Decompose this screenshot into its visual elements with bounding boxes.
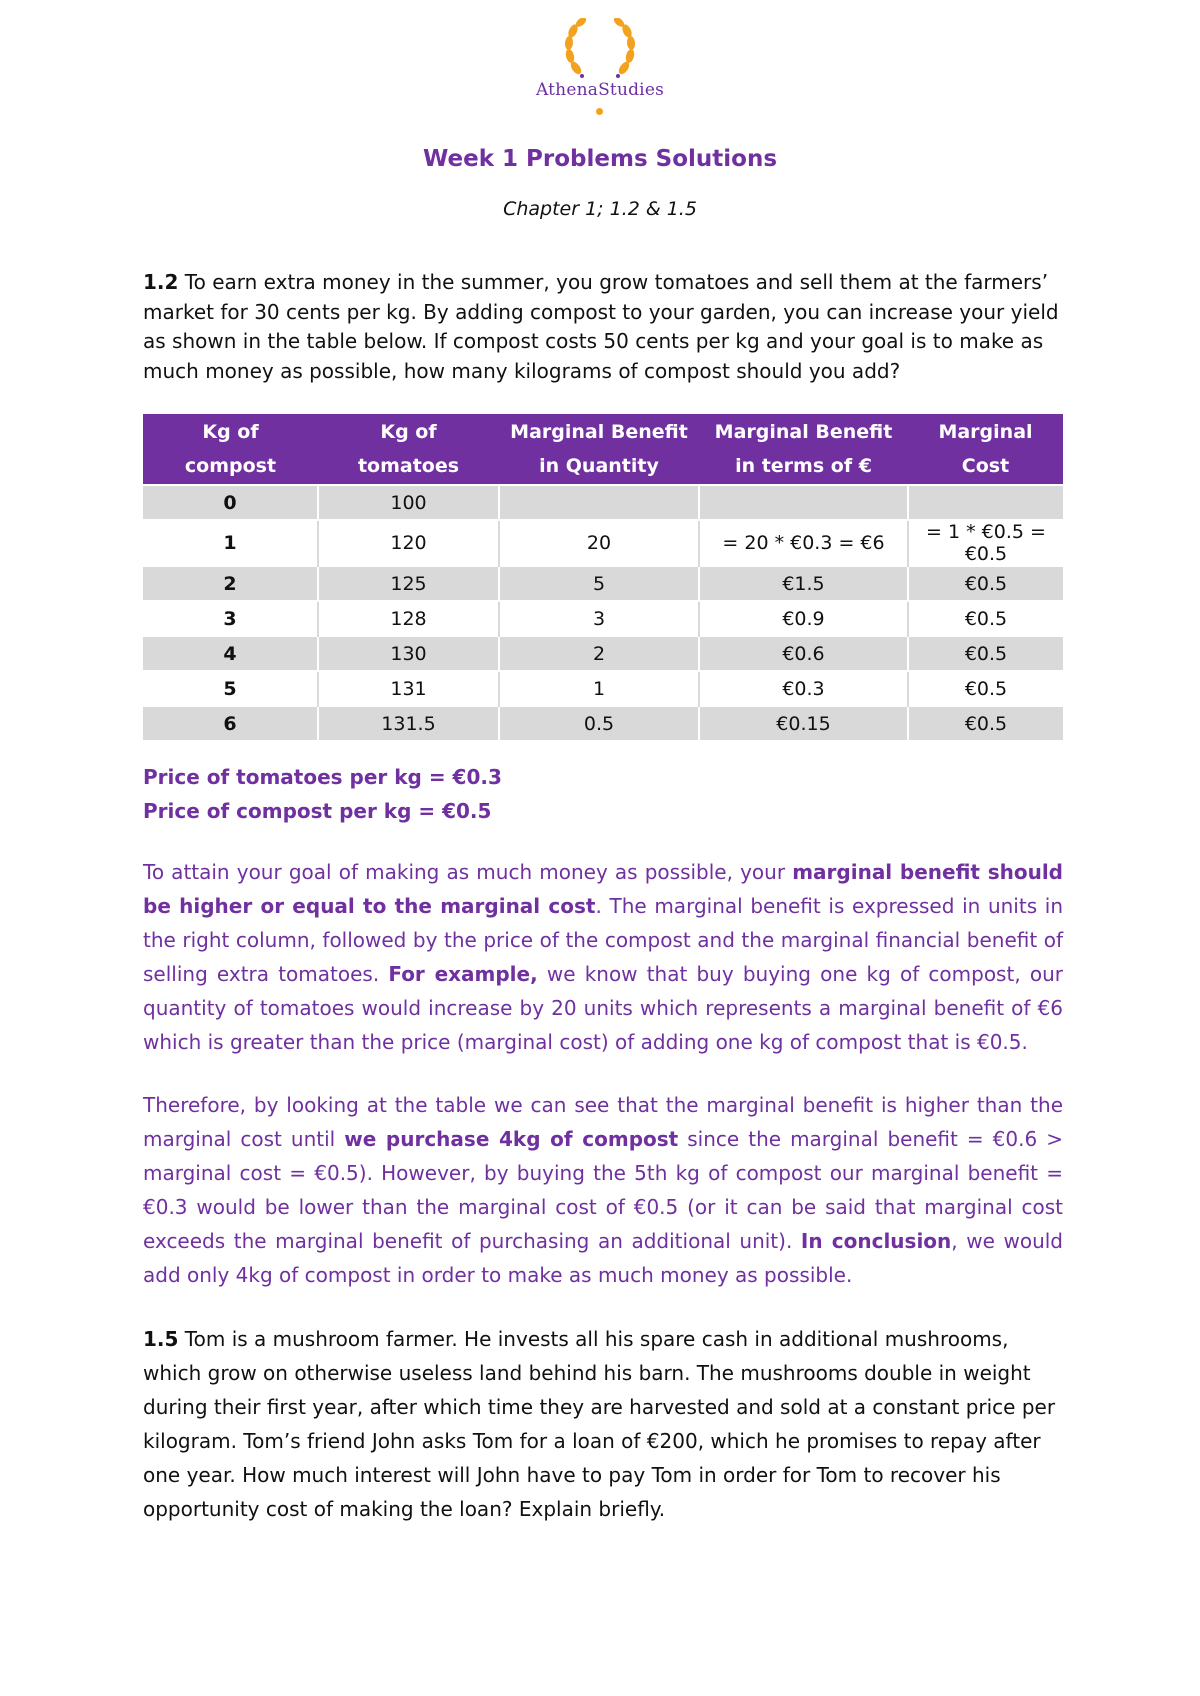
cell: 2 <box>499 636 699 671</box>
question-text: To earn extra money in the summer, you grow tomatoes and sell them at the farmers’ market for 30 cents per kg. By adding compost to your garden, you can increase your yield as shown in the table below. If compost costs 50 cents per kg and your goal is to make as much money as possible, how many kilograms of compost should you add? <box>143 270 1059 383</box>
cell: 3 <box>143 601 318 636</box>
logo-dot <box>596 108 603 115</box>
cell: 128 <box>318 601 499 636</box>
cell <box>908 485 1063 520</box>
table-row <box>143 520 1063 566</box>
table-row <box>143 671 1063 706</box>
cell: €0.5 <box>908 636 1063 671</box>
page-title: Week 1 Problems Solutions <box>422 146 778 172</box>
cell: 120 <box>318 520 499 566</box>
cell: 4 <box>143 636 318 671</box>
cell: €0.5 <box>908 706 1063 740</box>
price-summary <box>143 760 502 828</box>
cell: €0.9 <box>699 601 908 636</box>
cell: 100 <box>318 485 499 520</box>
cell: 130 <box>318 636 499 671</box>
cell: 2 <box>143 566 318 601</box>
cell: 20 <box>499 520 699 566</box>
cell: 131.5 <box>318 706 499 740</box>
table-row <box>143 566 1063 601</box>
question-number: 1.2 <box>143 270 179 294</box>
cell <box>499 485 699 520</box>
header-marginal-cost: Marginal Cost <box>908 414 1063 485</box>
tomato-price: Price of tomatoes per kg = €0.3 <box>143 765 502 789</box>
cell <box>699 485 908 520</box>
cell: €0.15 <box>699 706 908 740</box>
cell: = 20 * €0.3 = €6 <box>699 520 908 566</box>
cell: 3 <box>499 601 699 636</box>
header-kg-tomatoes: Kg of tomatoes <box>318 414 499 485</box>
logo <box>520 14 680 120</box>
page-subtitle: Chapter 1; 1.2 & 1.5 <box>503 198 697 220</box>
cell: €1.5 <box>699 566 908 601</box>
cell: 0 <box>143 485 318 520</box>
laurel-wreath-icon <box>562 18 638 80</box>
cell: 5 <box>499 566 699 601</box>
question-1-2 <box>143 268 1063 386</box>
table-row <box>143 601 1063 636</box>
question-number: 1.5 <box>143 1327 179 1351</box>
explanation-paragraph-1: To attain your goal of making as much money as possible, your marginal benefit should be higher or equal to the marginal cost. The marginal benefit is expressed in units in the right column, followed by the price of the compost and the marginal financial benefit of selling extra tomatoes. For example, we know that buy buying one kg of compost, our quantity of tomatoes would increase by 20 units which represents a marginal benefit of €6 which is greater than the price (marginal cost) of adding one kg of compost that is €0.5. <box>143 860 1063 1054</box>
cell: 131 <box>318 671 499 706</box>
question-1-5 <box>143 1322 1063 1526</box>
marginal-analysis-table <box>143 414 1063 740</box>
cell: €0.3 <box>699 671 908 706</box>
table-row <box>143 485 1063 520</box>
explanation-paragraph-2: Therefore, by looking at the table we can see that the marginal benefit is higher than the marginal cost until we purchase 4kg of compost since the marginal benefit = €0.6 > marginal cost = €0.5). However, by buying the 5th kg of compost our marginal benefit = €0.3 would be lower than the marginal cost of €0.5 (or it can be said that marginal cost exceeds the marginal benefit of purchasing an additional unit). In conclusion, we would add only 4kg of compost in order to make as much money as possible. <box>143 1093 1063 1287</box>
table-row <box>143 636 1063 671</box>
cell: €0.5 <box>908 671 1063 706</box>
table-row <box>143 706 1063 740</box>
cell: = 1 * €0.5 = €0.5 <box>908 520 1063 566</box>
header-mb-euro: Marginal Benefit in terms of € <box>699 414 908 485</box>
cell: 1 <box>499 671 699 706</box>
compost-price: Price of compost per kg = €0.5 <box>143 799 492 823</box>
cell: €0.5 <box>908 601 1063 636</box>
table-header-row <box>143 414 1063 485</box>
cell: €0.6 <box>699 636 908 671</box>
brand-name: AthenaStudies <box>535 80 665 100</box>
header-mb-quantity: Marginal Benefit in Quantity <box>499 414 699 485</box>
cell: 0.5 <box>499 706 699 740</box>
cell: 5 <box>143 671 318 706</box>
cell: 6 <box>143 706 318 740</box>
cell: €0.5 <box>908 566 1063 601</box>
header-kg-compost: Kg of compost <box>143 414 318 485</box>
cell: 1 <box>143 520 318 566</box>
cell: 125 <box>318 566 499 601</box>
question-text: Tom is a mushroom farmer. He invests all his spare cash in additional mushrooms, which grow on otherwise useless land behind his barn. The mushrooms double in weight during their first year, after which time they are harvested and sold at a constant price per kilogram. Tom’s friend John asks Tom for a loan of €200, which he promises to repay after one year. How much interest will John have to pay Tom in order for Tom to recover his opportunity cost of making the loan? Explain briefly. <box>143 1327 1056 1521</box>
